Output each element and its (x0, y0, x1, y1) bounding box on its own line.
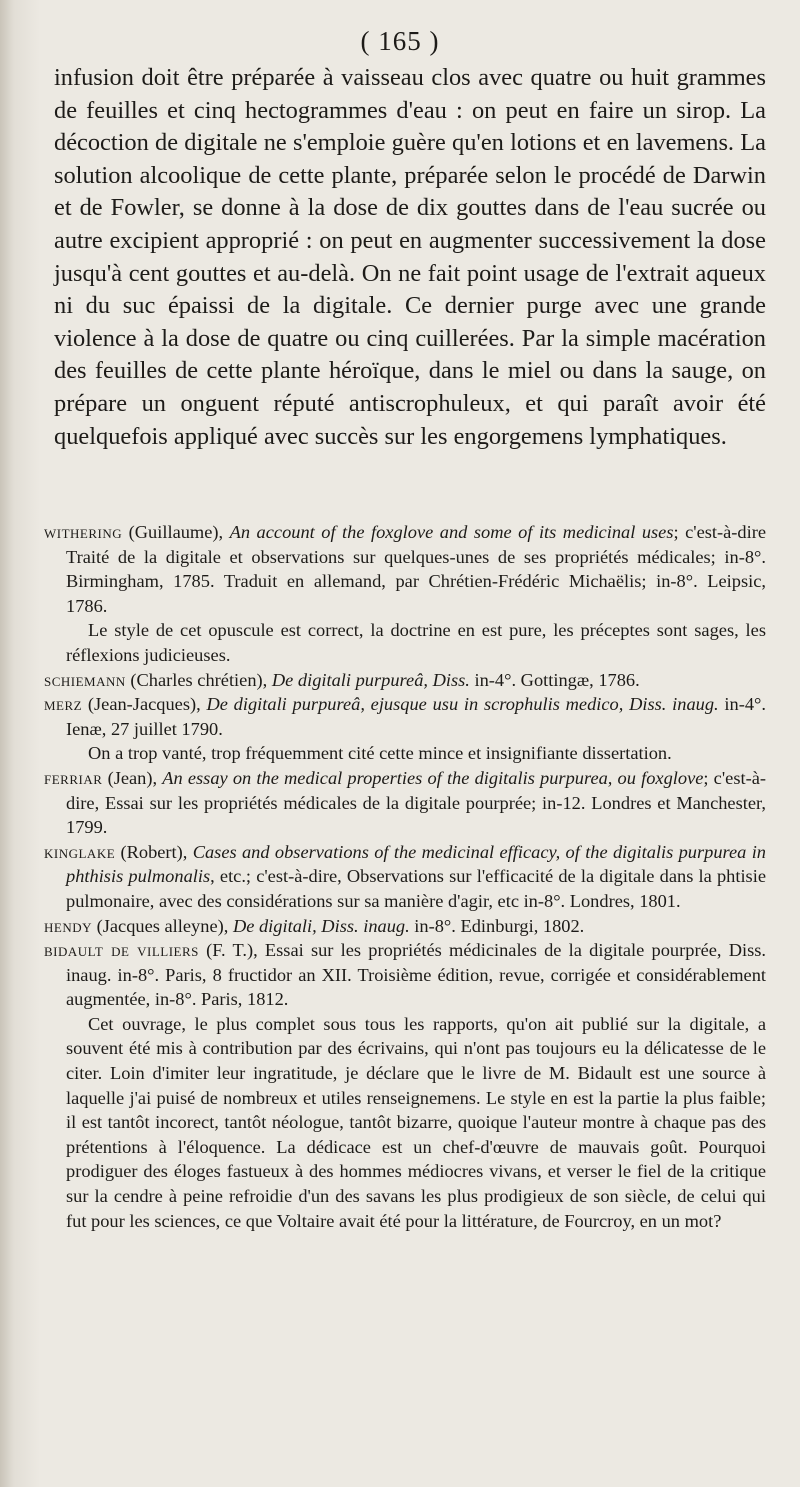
entry-details: in-4°. Gottingæ, 1786. (469, 669, 640, 690)
entry-details: ; c'est-à-dire, Essai sur les propriétés médicales de la digitale pourprée; in-12. Londres et Manchester, 1799. (66, 767, 766, 838)
entry-title: De digitali, Diss. inaug. (232, 915, 410, 936)
body-paragraph: infusion doit être préparée à vaisseau clos avec quatre ou huit grammes de feuilles et cinq hectogrammes d'eau : on peut en faire un sirop. La décoction de digitale ne s'emploie guère qu'en lotions et en lavemens. La solution alcoolique de cette plante, préparée selon le procédé de Darwin et de Fowler, se donne à la dose de dix gouttes dans de l'eau sucrée ou autre excipient approprié : on peut en augmenter successivement la dose jusqu'à cent gouttes et au-delà. On ne fait point usage de l'extrait aqueux ni du suc épaissi de la digitale. Ce dernier purge avec une grande violence à la dose de quatre ou cinq cuillerées. Par la simple macération des feuilles de cette plante héroïque, dans le miel ou dans la sauge, on prépare un onguent réputé antiscrophuleux, et qui paraît avoir été quelquefois appliqué avec succès sur les engorgemens lymphatiques. (54, 64, 766, 450)
entry-author: ferriar (44, 767, 103, 788)
entry-name: (Charles chrétien), (125, 669, 272, 690)
entry-details: in-8°. Edinburgi, 1802. (409, 915, 585, 936)
entry-name: (Guillaume), (122, 522, 230, 542)
bibliography (44, 520, 766, 1233)
entry-title: Cases and observations of the medicinal efficacy, of the digitalis purpurea in phthisis pulmonalis (66, 841, 766, 887)
bibliography-entry (44, 668, 766, 693)
entry-author: withering (44, 522, 123, 542)
entry-author: schiemann (44, 669, 126, 690)
entry-author: kinglake (44, 841, 116, 862)
bibliography-entry (44, 938, 766, 1233)
entry-note: On a trop vanté, trop fréquemment cité cette mince et insignifiante dissertation. (88, 743, 672, 764)
bibliography-entry (44, 692, 766, 766)
entry-name: (Jean), (102, 767, 163, 788)
entry-title: An account of the foxglove and some of its medicinal uses (229, 522, 674, 542)
body-text (54, 62, 766, 453)
entry-title: An essay on the medical properties of the digitalis purpurea, ou foxglove (162, 767, 704, 788)
bibliography-entry (44, 914, 766, 939)
entry-note: Cet ouvrage, le plus complet sous tous les rapports, qu'on ait publié sur la digitale, a souvent été mis à contribution par des écrivains, qui n'ont pas toujours eu la délicatesse de le citer. Loin d'imiter leur ingratitude, je déclare que le livre de M. Bidault est une source à laquelle j'ai puisé de nombreux et utiles renseignemens. Le style en est la partie la plus faible; il est tantôt incorect, tantôt néologue, tantôt bizarre, quoique l'auteur montre à chaque pas des prétentions à l'éloquence. La dédicace est un chef-d'œuvre de mauvais goût. Pourquoi prodiguer des éloges fastueux à des hommes médiocres vivans, et verser le fiel de la critique sur la cendre à peine refroidie d'un des savans les plus prodigieux de son siècle, de celui qui fut pour les sciences, ce que Voltaire avait été pour la littérature, de Fourcroy, en un mot? (66, 1013, 766, 1231)
entry-details: Essai sur les propriétés médicinales de la digitale pourprée, Diss. inaug. in-8°. Paris, 8 fructidor an XII. Troisième édition, revue, corrigée et considérablement augmentée, in-8°. Paris, 1812. (66, 940, 767, 1010)
entry-author: bidault de villiers (44, 940, 199, 961)
entry-name: (Jean-Jacques), (82, 694, 207, 715)
entry-title: De digitali purpureâ, ejusque usu in scrophulis medico, Diss. inaug. (206, 694, 719, 715)
entry-details: in-4°. Ienæ, 27 juillet 1790. (66, 694, 766, 739)
entry-title: De digitali purpureâ, Diss. (271, 669, 470, 690)
bibliography-entry (44, 840, 766, 914)
entry-note: Le style de cet opuscule est correct, la doctrine en est pure, les préceptes sont sages, les réflexions judicieuses. (66, 620, 766, 665)
entry-name: (Jacques alleyne), (92, 915, 233, 936)
page-number: ( 165 ) (360, 26, 440, 56)
entry-author: merz (44, 694, 83, 715)
entry-details: , etc.; c'est-à-dire, Observations sur l'efficacité de la digitale dans la phtisie pulmonaire, avec des considérations sur sa manière d'agir, etc in-8°. Londres, 1801. (66, 866, 766, 911)
entry-name: (F. T.), (198, 940, 265, 961)
entry-name: (Robert), (115, 841, 193, 862)
entry-author: hendy (44, 915, 92, 936)
bibliography-entry (44, 520, 766, 668)
bibliography-entry (44, 766, 766, 840)
entry-details: ; c'est-à-dire Traité de la digitale et observations sur quelques-unes de ses propriétés médicales; in-8°. Birmingham, 1785. Traduit en allemand, par Chrétien-Frédéric Michaëlis; in-8°. Leipsic, 1786. (66, 522, 767, 616)
